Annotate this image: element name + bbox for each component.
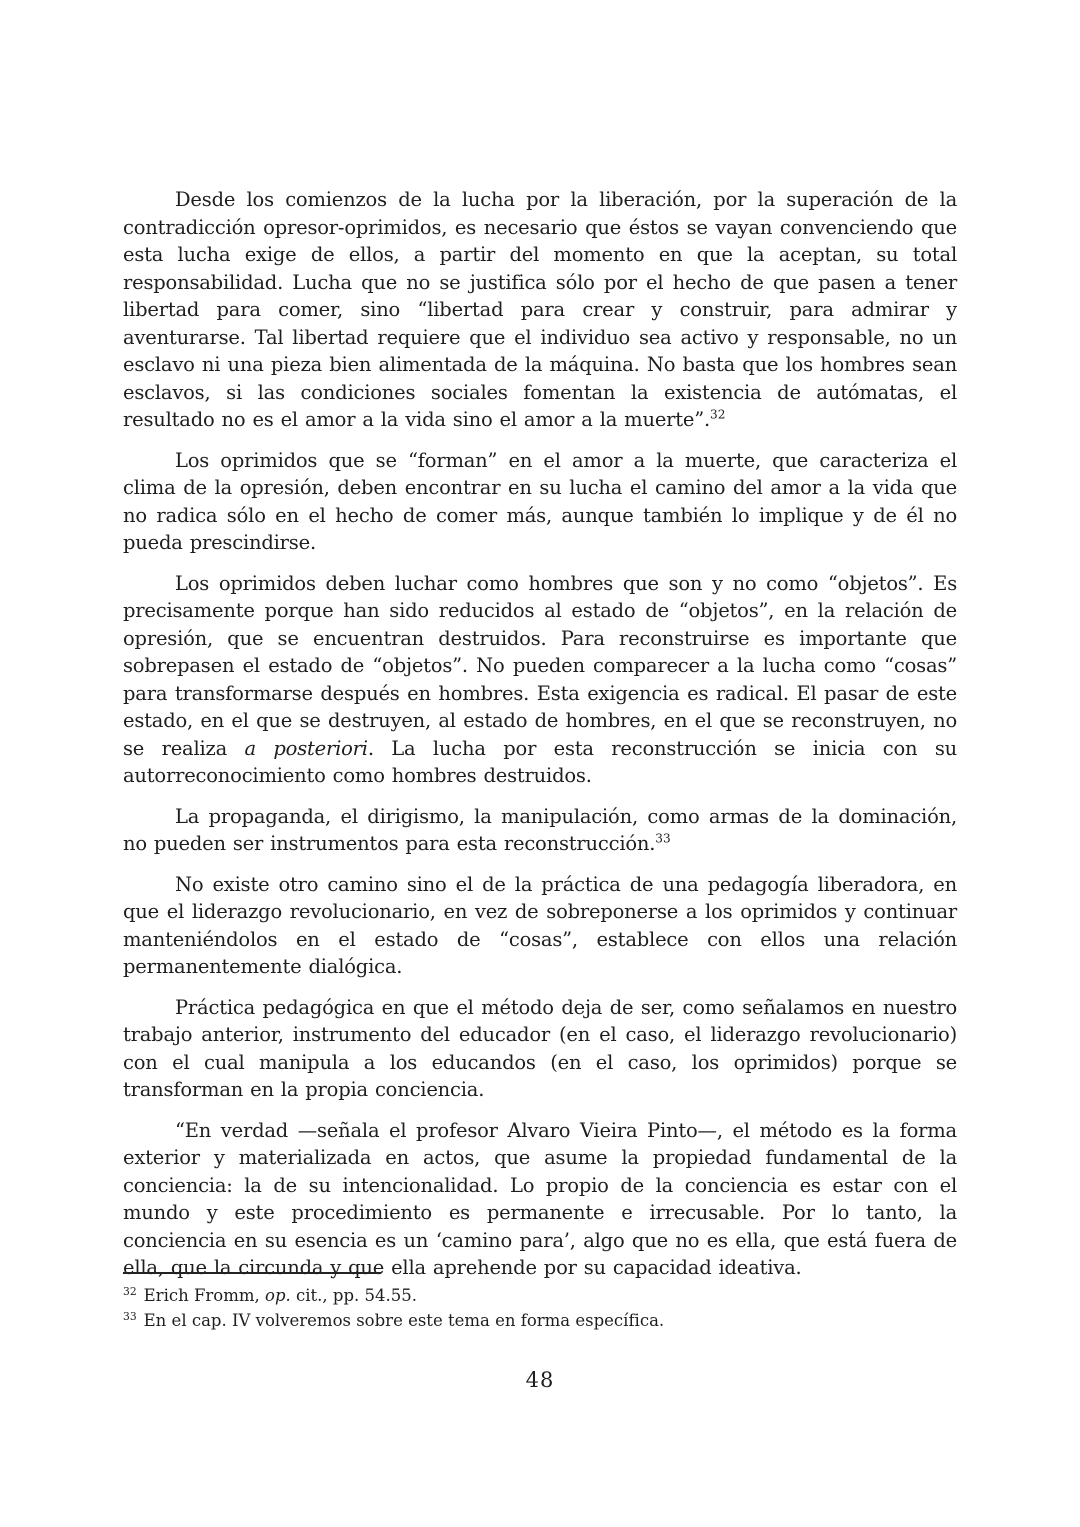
footnote-marker-32: 32 xyxy=(123,1284,137,1298)
paragraph-7: “En verdad —señala el profesor Alvaro Vieira Pinto—, el método es la forma exterior y materializada en actos, que asume la propiedad fundamental de la conciencia: la de su intencionalidad. Lo propio de la conciencia es estar con el mundo y este procedimiento es permanente e irrecusable. Por lo tanto, la conciencia en su esencia es un ‘camino para’, algo que no es ella, que está fuera de ella, que la circunda y que ella aprehende por su capacidad ideativa. xyxy=(123,1118,957,1279)
paragraph-4: La propaganda, el dirigismo, la manipulación, como armas de la dominación, no pueden ser instrumentos para esta reconstrucción.$^{33}$ xyxy=(123,804,957,855)
footnote-separator xyxy=(123,1272,381,1274)
body-text xyxy=(123,186,957,1282)
page-number: 48 xyxy=(525,1368,555,1392)
footnote-33-text: En el cap. IV volveremos sobre este tema en forma específica. xyxy=(143,1311,665,1330)
footnote-section xyxy=(123,1272,957,1333)
paragraph-5: No existe otro camino sino el de la práctica de una pedagogía liberadora, en que el liderazgo revolucionario, en vez de sobreponerse a los oprimidos y continuar manteniéndolos en el estado de “cosas”, establece con ellos una relación permanentemente dialógica. xyxy=(123,872,957,978)
paragraph-3: Los oprimidos deben luchar como hombres que son y no como “objetos”. Es precisamente porque han sido reducidos al estado de “objetos”, en la relación de opresión, que se encuentran destruidos. Para reconstruirse es importante que sobrepasen el estado de “objetos”. No pueden comparecer a la lucha como “cosas” para transformarse después en hombres. Esta exigencia es radical. El pasar de este estado, en el que se destruyen, al estado de hombres, en el que se reconstruyen, no se realiza a posteriori. La lucha por esta reconstrucción se inicia con su autorreconocimiento como hombres destruidos. xyxy=(123,571,957,787)
paragraph-1: Desde los comienzos de la lucha por la liberación, por la superación de la contradicción opresor-oprimidos, es necesario que éstos se vayan convenciendo que esta lucha exige de ellos, a partir del momento en que la aceptan, su total responsabilidad. Lucha que no se justifica sólo por el hecho de que pasen a tener libertad para comer, sino “libertad para crear y construir, para admirar y aventurarse. Tal libertad requiere que el individuo sea activo y responsable, no un esclavo ni una pieza bien alimentada de la máquina. No basta que los hombres sean esclavos, si las condiciones sociales fomentan la existencia de autómatas, el resultado no es el amor a la vida sino el amor a la muerte”.$^{32}$ xyxy=(123,188,957,431)
footnote-32 xyxy=(123,1283,957,1308)
paragraph-6: Práctica pedagógica en que el método deja de ser, como señalamos en nuestro trabajo anterior, instrumento del educador (en el caso, el liderazgo revolucionario) con el cual manipula a los educandos (en el caso, los oprimidos) porque se transforman en la propia conciencia. xyxy=(123,995,957,1101)
footnote-32-text: Erich Fromm, op. cit., pp. 54.55. xyxy=(143,1286,417,1305)
footnote-33 xyxy=(123,1308,957,1333)
paragraph-2: Los oprimidos que se “forman” en el amor a la muerte, que caracteriza el clima de la opresión, deben encontrar en su lucha el camino del amor a la vida que no radica sólo en el hecho de comer más, aunque también lo implique y de él no pueda prescindirse. xyxy=(123,448,957,554)
footnote-marker-33: 33 xyxy=(123,1309,137,1323)
